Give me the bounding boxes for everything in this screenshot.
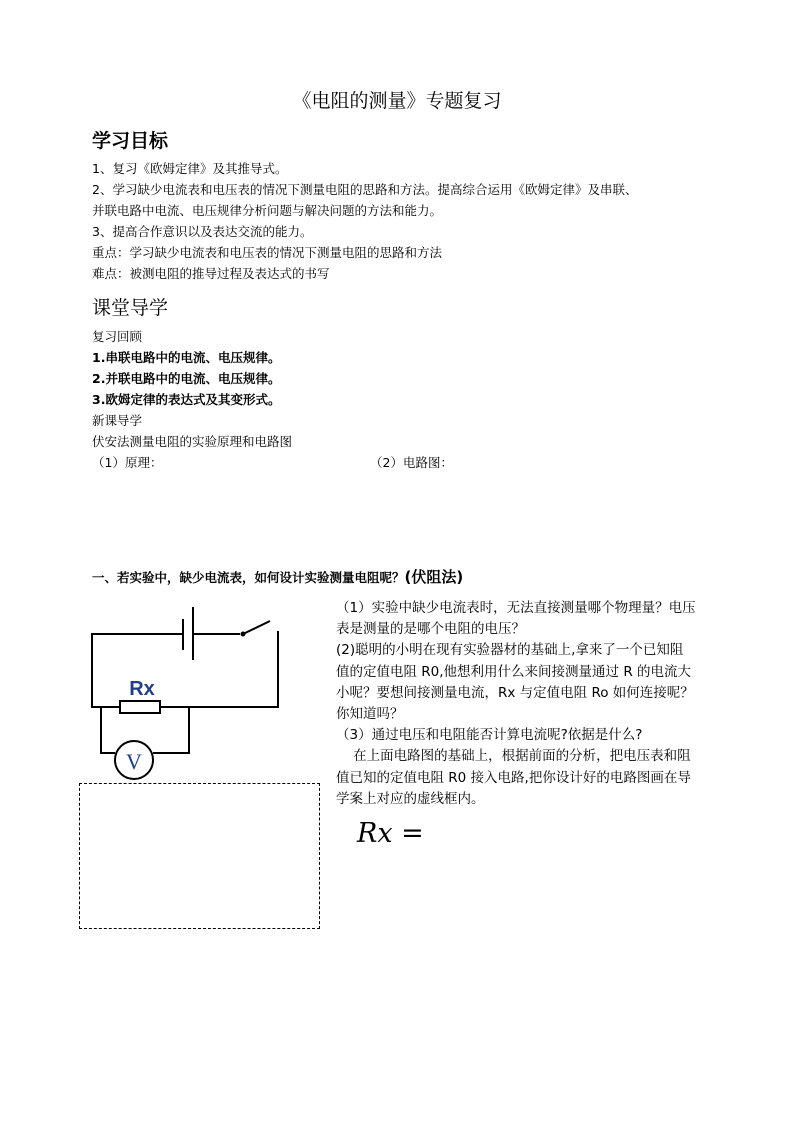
review-item: 2.并联电路中的电流、电压规律。 bbox=[92, 371, 281, 386]
wire-right bbox=[161, 631, 278, 707]
experiment-line: 伏安法测量电阻的实验原理和电路图 bbox=[92, 434, 293, 449]
switch-pivot bbox=[241, 632, 246, 637]
rx-formula: Rx = bbox=[357, 818, 424, 849]
heading-learning-goals: 学习目标 bbox=[92, 130, 169, 152]
resistor-rx bbox=[120, 701, 160, 713]
review-label: 复习回顾 bbox=[92, 329, 143, 344]
paragraph-line: 表是测量的是哪个电阻的电压？ bbox=[336, 621, 525, 638]
switch-lever bbox=[243, 621, 270, 634]
paragraph-line: 你知道吗？ bbox=[336, 705, 404, 722]
question1-method: (伏阻法) bbox=[404, 568, 464, 586]
page-title: 《电阻的测量》专题复习 bbox=[292, 90, 502, 112]
principle-label: （1）原理： bbox=[92, 455, 163, 470]
difficulty-line: 难点：被测电阻的推导过程及表达式的书写 bbox=[92, 266, 330, 281]
paragraph-line: 在上面电路图的基础上，根据前面的分析，把电压表和阻 bbox=[336, 748, 691, 765]
paragraph-line: （3）通过电压和电阻能否计算电流呢?依据是什么? bbox=[336, 727, 643, 744]
paragraph-line: 小呢？要想间接测量电流，Rx 与定值电阻 Ro 如何连接呢？ bbox=[336, 684, 694, 701]
review-item: 3.欧姆定律的表达式及其变形式。 bbox=[92, 392, 281, 407]
goal-line: 并联电路中电流、电压规律分析问题与解决问题的方法和能力。 bbox=[92, 203, 443, 218]
new-lesson-label: 新课导学 bbox=[92, 413, 143, 428]
resistor-label: Rx bbox=[129, 678, 155, 700]
heading-classroom-guide: 课堂导学 bbox=[92, 297, 169, 319]
key-point-line: 重点：学习缺少电流表和电压表的情况下测量电阻的思路和方法 bbox=[92, 245, 443, 260]
voltmeter-wire-left bbox=[101, 707, 115, 753]
paragraph-line: 值已知的定值电阻 R0 接入电路,把你设计好的电路图画在导 bbox=[336, 769, 691, 786]
paragraph-line: 学案上对应的虚线框内。 bbox=[336, 790, 485, 807]
circuit-diagram-label: （2）电路图： bbox=[370, 455, 453, 470]
paragraph-line: 值的定值电阻 R0,他想利用什么来间接测量通过 R 的电流大 bbox=[336, 663, 692, 680]
answer-dashed-box[interactable] bbox=[79, 783, 320, 929]
goal-line: 2、学习缺少电流表和电压表的情况下测量电阻的思路和方法。提高综合运用《欧姆定律》及串联、 bbox=[92, 182, 638, 197]
paragraph-line: (2)聪明的小明在现有实验器材的基础上,拿来了一个已知阻 bbox=[336, 642, 684, 659]
goal-line: 1、复习《欧姆定律》及其推导式。 bbox=[92, 161, 288, 176]
question1-heading-text: 一、若实验中，缺少电流表，如何设计实验测量电阻呢？ bbox=[92, 570, 405, 585]
goal-line: 3、提高合作意识以及表达交流的能力。 bbox=[92, 224, 313, 239]
voltmeter-label: V bbox=[126, 749, 142, 774]
paragraph-line: （1）实验中缺少电流表时，无法直接测量哪个物理量？电压 bbox=[336, 600, 696, 616]
review-item: 1.串联电路中的电流、电压规律。 bbox=[92, 350, 281, 365]
